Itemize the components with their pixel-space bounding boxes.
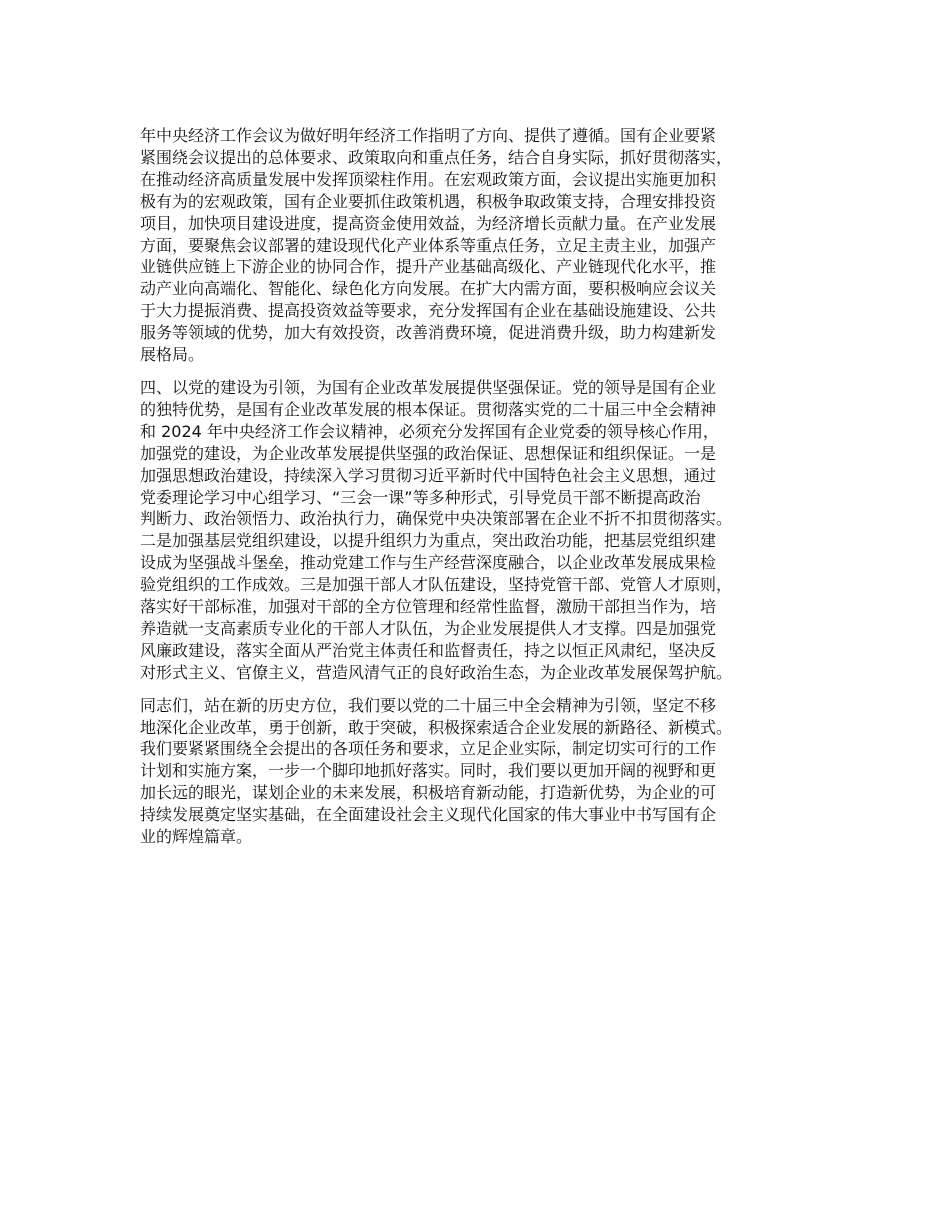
paragraph-party-building: 四、以党的建设为引领，为国有企业改革发展提供坚强保证。党的领导是国有企业 的独特优势，是国有企业改革发展的根本保证。贯彻落实党的二十届三中全会精神 和 2024 年中央经济工作会议精神，必须充分发挥国有企业党委的领导核心作用， 加强党的建设，为企业改革发展提供坚强的政治保证、思想保证和组织保证。一是 加强思想政治建设，持续深入学习贯彻习近平新时代中国特色社会主义思想，通过 党委理论学习中心组学习、“三会一课”等多种形式，引导党员干部不断提高政治 判断力、政治领悟力、政治执行力，确保党中央决策部署在企业不折不扣贯彻落实。 二是加强基层党组织建设，以提升组织力为重点，突出政治功能，把基层党组织建 设成为坚强战斗堡垒，推动党建工作与生产经营深度融合，以企业改革发展成果检 验党组织的工作成效。三是加强干部人才队伍建设，坚持党管干部、党管人才原则， 落实好干部标准，加强对干部的全方位管理和经常性监督，激励干部担当作为，培 养造就一支高素质专业化的干部人才队伍，为企业发展提供人才支撑。四是加强党 风廉政建设，落实全面从严治党主体责任和监督责任，持之以恒正风肃纪，坚决反 对形式主义、官僚主义，营造风清气正的良好政治生态，为企业改革发展保驾护航。	[140, 377, 733, 682]
paragraph-economic-work: 年中央经济工作会议为做好明年经济工作指明了方向、提供了遵循。国有企业要紧 紧围绕会议提出的总体要求、政策取向和重点任务，结合自身实际，抓好贯彻落实， 在推动经济高质量发展中发挥顶梁柱作用。在宏观政策方面，会议提出实施更加积 极有为的宏观政策，国有企业要抓住政策机遇，积极争取政策支持，合理安排投资 项目，加快项目建设进度，提高资金使用效益，为经济增长贡献力量。在产业发展 方面，要聚焦会议部署的建设现代化产业体系等重点任务，立足主责主业，加强产 业链供应链上下游企业的协同合作，提升产业基础高级化、产业链现代化水平，推 动产业向高端化、智能化、绿色化方向发展。在扩大内需方面，要积极响应会议关 于大力提振消费、提高投资效益等要求，充分发挥国有企业在基础设施建设、公共 服务等领域的优势，加大有效投资，改善消费环境，促进消费升级，助力构建新发 展格局。	[140, 126, 733, 365]
document-body	[140, 125, 820, 859]
paragraph-conclusion: 同志们，站在新的历史方位，我们要以党的二十届三中全会精神为引领，坚定不移 地深化企业改革，勇于创新，敢于突破，积极探索适合企业发展的新路径、新模式。 我们要紧紧围绕全会提出的各项任务和要求，立足企业实际，制定切实可行的工作 计划和实施方案，一步一个脚印地抓好落实。同时，我们要以更加开阔的视野和更 加长远的眼光，谋划企业的未来发展，积极培育新动能，打造新优势，为企业的可 持续发展奠定坚实基础，在全面建设社会主义现代化国家的伟大事业中书写国有企 业的辉煌篇章。	[140, 695, 733, 847]
